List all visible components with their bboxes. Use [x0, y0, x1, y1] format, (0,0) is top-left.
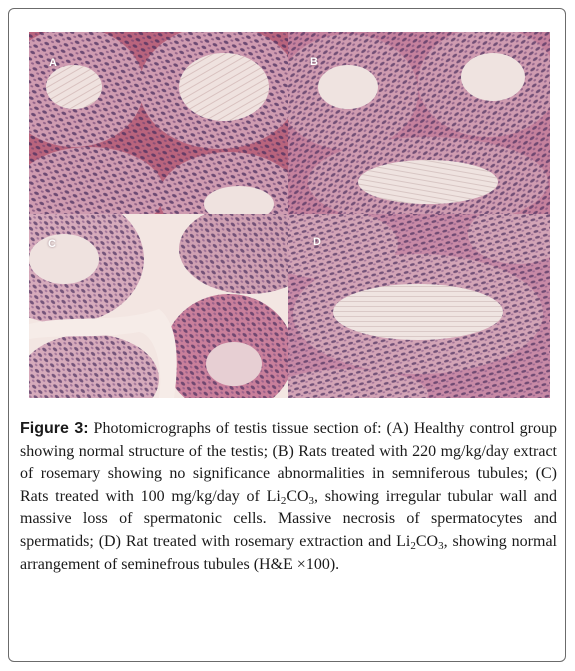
- caption-text-part-1: Photomicrographs of testis tissue section of: (A) Healthy control group showing normal structure of the testis; (B) Rats treated with 220 mg/kg/day extract of rosemary showing no significance abnormalities in semniferous tubules; (C) Rats treated with 100 mg/kg/day of Li: [20, 420, 558, 505]
- caption-subscript-co3-2: 3: [438, 539, 444, 552]
- micrograph-panel-a: [29, 32, 288, 214]
- micrograph-panel-d: [288, 214, 550, 398]
- micrograph-a-image: [29, 32, 288, 214]
- micrograph-d-image: [288, 214, 550, 398]
- caption-text-co-2: CO: [415, 532, 439, 550]
- figure-caption: [20, 418, 557, 576]
- caption-subscript-li: 2: [280, 494, 287, 507]
- figure-number-label: Figure 3:: [20, 420, 89, 437]
- micrograph-grid: [29, 32, 550, 398]
- caption-subscript-li-2: 2: [410, 539, 416, 552]
- micrograph-panel-c: [29, 214, 288, 398]
- caption-text-part-2: , showing irregular tubular wall and massive loss of spermatonic cells. Massive necrosis of spermatocytes and spermatids; (D) Rat treated with rosemary extraction and Li: [20, 487, 557, 550]
- panel-label-a: A: [49, 57, 57, 69]
- micrograph-panel-b: [288, 32, 550, 214]
- panel-label-d: D: [313, 236, 321, 248]
- panel-label-c: C: [48, 238, 56, 250]
- panel-label-b: B: [310, 56, 318, 68]
- micrograph-b-image: [288, 32, 550, 214]
- caption-subscript-co3: 3: [308, 494, 315, 507]
- caption-text-part-3: , showing normal arrangement of seminefrous tubules (H&E ×100).: [20, 532, 558, 573]
- caption-text-co-1: CO: [286, 487, 309, 505]
- micrograph-c-image: [29, 214, 288, 398]
